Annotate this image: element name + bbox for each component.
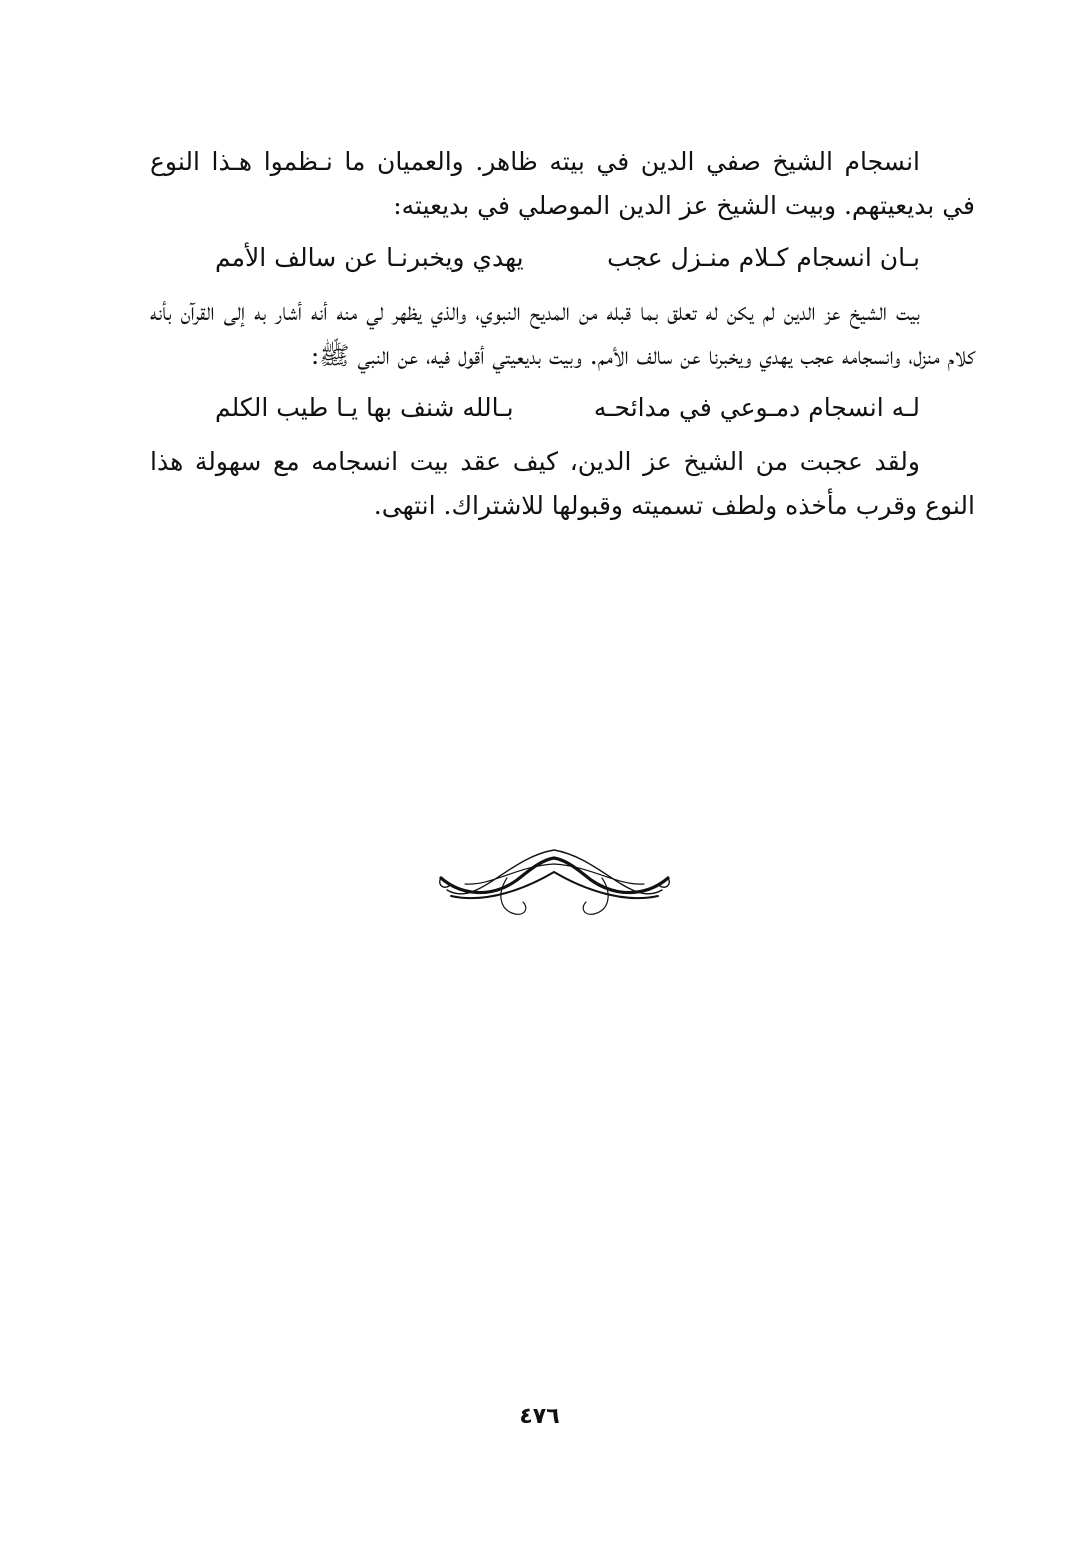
paragraph-3: ولقد عجبت من الشيخ عز الدين، كيف عقد بيت انسجامه مع سهولة هذا النوع وقرب مأخذه ولطف تسميته وقبولها للاشتراك. انتهى. (150, 447, 975, 520)
flourish-divider-icon (437, 838, 672, 923)
verse-2 (150, 386, 975, 430)
paragraph-1: انسجام الشيخ صفي الدين في بيته ظاهر. والعميان ما نـظموا هـذا النوع في بديعيتهم. وبيت الشيخ عز الدين الموصلي في بديعيته: (150, 147, 975, 220)
page-body (150, 140, 975, 528)
page-number: ٤٧٦ (519, 1404, 560, 1429)
verse-1 (150, 236, 975, 280)
verse-1-second-hemistich: يهدي ويخبرنـا عن سالف الأمم (215, 243, 524, 272)
paragraph-2: بيت الشيخ عز الدين لم يكن له تعلق بما قبله من المديح النبوي، والذي يظهر لي منه أنه أشار به إلى القرآن بأنه كلام منزل، وانسجامه عجب يهدي ويخبرنا عن سالف الأمم. وبيت بديعيتي أقول فيه، عن النبي ﷺ: (150, 297, 975, 370)
verse-1-first-hemistich: بـان انسجام كـلام منـزل عجب (607, 243, 920, 272)
verse-2-first-hemistich: لـه انسجام دمـوعي في مدائحـه (593, 393, 920, 422)
verse-2-second-hemistich: بـالله شنف بها يـا طيب الكلم (215, 393, 514, 422)
